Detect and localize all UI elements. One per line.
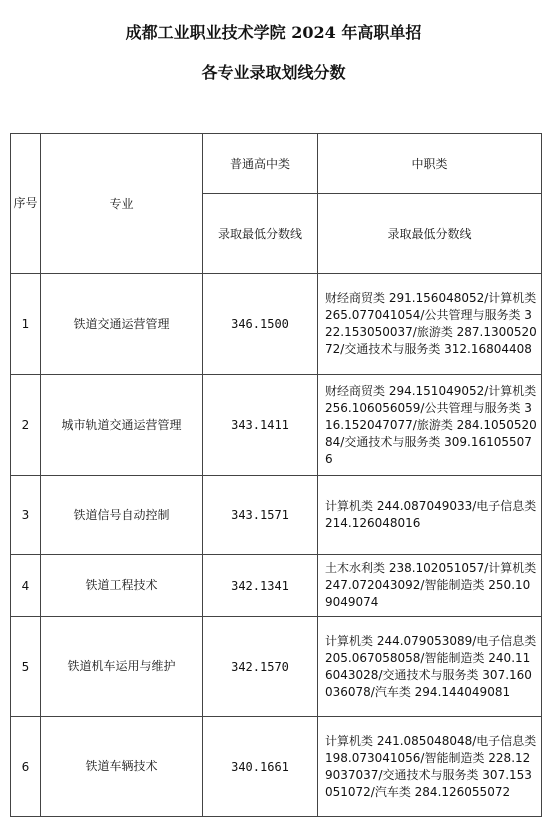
row-major: 铁道机车运用与维护 xyxy=(41,617,203,717)
row-major: 铁道交通运营管理 xyxy=(41,274,203,375)
table-row xyxy=(11,555,542,617)
row-seq: 5 xyxy=(11,617,41,717)
row-seq: 4 xyxy=(11,555,41,617)
row-general-score: 340.1661 xyxy=(203,717,318,817)
document-subtitle: 各专业录取划线分数 xyxy=(201,63,346,82)
table-row xyxy=(11,274,542,375)
admission-score-table xyxy=(10,133,542,817)
header-seq: 序号 xyxy=(11,134,41,274)
row-general-score: 342.1341 xyxy=(203,555,318,617)
row-vocational-scores: 土木水利类 238.102051057/计算机类 247.072043092/智能制造类 250.109049074 xyxy=(318,555,542,617)
row-vocational-scores: 计算机类 244.087049033/电子信息类 214.126048016 xyxy=(318,476,542,555)
row-vocational-scores: 计算机类 241.085048048/电子信息类 198.073041056/智能制造类 228.129037037/交通技术与服务类 307.153051072/汽车类 284.126055072 xyxy=(318,717,542,817)
table-row xyxy=(11,476,542,555)
row-major: 铁道车辆技术 xyxy=(41,717,203,817)
header-vocational-min-score: 录取最低分数线 xyxy=(318,194,542,274)
row-major: 铁道工程技术 xyxy=(41,555,203,617)
row-seq: 6 xyxy=(11,717,41,817)
document-title: 成都工业职业技术学院 2024 年高职单招 xyxy=(125,23,422,42)
header-major: 专业 xyxy=(41,134,203,274)
row-general-score: 346.1500 xyxy=(203,274,318,375)
row-seq: 2 xyxy=(11,375,41,476)
header-general-min-score: 录取最低分数线 xyxy=(203,194,318,274)
table-header-row xyxy=(11,134,542,194)
row-general-score: 343.1571 xyxy=(203,476,318,555)
table-row xyxy=(11,717,542,817)
row-major: 铁道信号自动控制 xyxy=(41,476,203,555)
table-row xyxy=(11,617,542,717)
table-row xyxy=(11,375,542,476)
header-general-group: 普通高中类 xyxy=(203,134,318,194)
row-seq: 1 xyxy=(11,274,41,375)
row-major: 城市轨道交通运营管理 xyxy=(41,375,203,476)
row-vocational-scores: 计算机类 244.079053089/电子信息类 205.067058058/智能制造类 240.116043028/交通技术与服务类 307.160036078/汽车类 294.144049081 xyxy=(318,617,542,717)
row-vocational-scores: 财经商贸类 294.151049052/计算机类 256.106056059/公共管理与服务类 316.152047077/旅游类 284.105052084/交通技术与服务类 309.161055076 xyxy=(318,375,542,476)
row-seq: 3 xyxy=(11,476,41,555)
header-vocational-group: 中职类 xyxy=(318,134,542,194)
row-general-score: 343.1411 xyxy=(203,375,318,476)
row-general-score: 342.1570 xyxy=(203,617,318,717)
row-vocational-scores: 财经商贸类 291.156048052/计算机类 265.077041054/公共管理与服务类 322.153050037/旅游类 287.130052072/交通技术与服务类 312.16804408 xyxy=(318,274,542,375)
